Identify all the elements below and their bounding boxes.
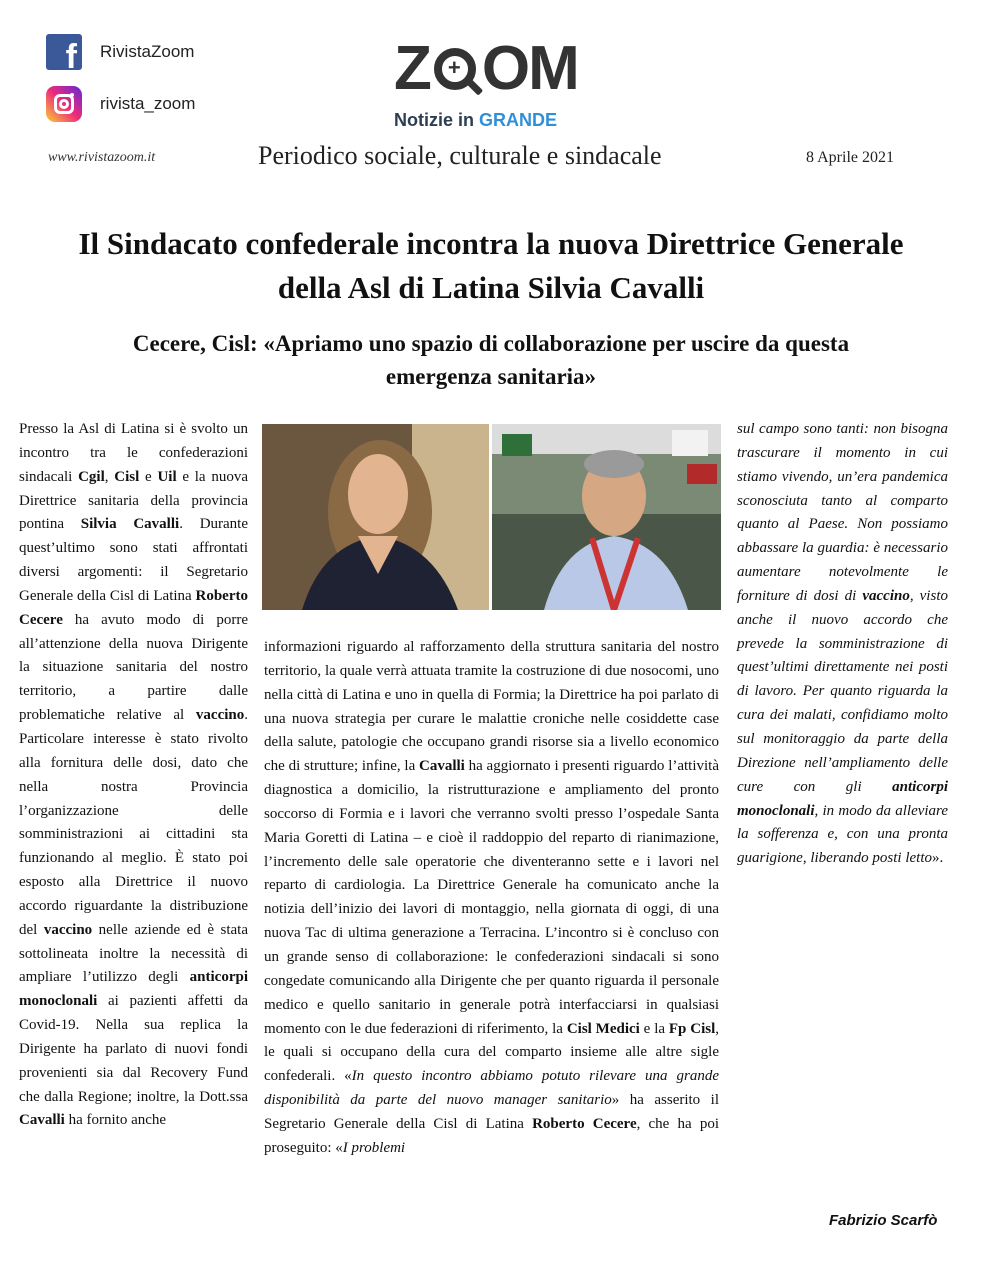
logo-letters-om: OM — [481, 34, 578, 103]
photo-silvia-cavalli — [262, 424, 489, 610]
article-column-left: Presso la Asl di Latina si è svolto un incontro tra le confederazioni sindacali Cgil, Cisl e Uil e la nuova Direttrice sanitaria della provincia pontina Silvia Cavalli. Durante quest’ultimo sono stati affrontati diversi argomenti: il Segretario Generale della Cisl di Latina Roberto Cecere ha avuto modo di porre all’attenzione della nuova Dirigente la situazione sanitaria del nostro territorio, a partire dalle problematiche relative al vaccino. Particolare interesse è stato rivolto alla fornitura delle dosi, dato che nella nostra Provincia l’organizzazione delle somministrazioni ai cittadini sta funzionando al meglio. È stato poi esposto alla Direttrice il nuovo accordo riguardante la distribuzione del vaccino nelle aziende ed è stata sottolineata inoltre la necessità di ampliare l’utilizzo degli anticorpi monoclonali ai pazienti affetti da Covid-19. Nella sua replica la Dirigente ha parlato di nuovi fondi provenienti sia dal Recovery Fund che dalla Regione; inoltre, la Dott.ssa Cavalli ha fornito anche — [19, 421, 248, 1129]
zoom-logo — [394, 36, 604, 132]
facebook-icon: f — [46, 34, 82, 70]
article-column-right: sul campo sono tanti: non bisogna trascurare il momento in cui stiamo vivendo, un’era pandemica sconosciuta tanto al comparto quanto al Paese. Non possiamo abbassare la guardia: è necessario aumentare notevolmente le forniture di dosi di vaccino, visto anche il nuovo accordo che prevede la somministrazione di quest’ultimi direttamente nei posti di lavoro. Per quanto riguarda la cura dei malati, confidiamo molto sul monitoraggio da parte della Direzione nell’ampliamento delle cure con gli anticorpi monoclonali, in modo da alleviare la sofferenza e, con una pronta guarigione, liberando posti letto». — [737, 421, 948, 867]
instagram-label: rivista_zoom — [100, 94, 196, 113]
article-column-middle: informazioni riguardo al rafforzamento della struttura sanitaria del nostro territorio, la quale verrà attuata tramite la costruzione di due nosocomi, uno nella città di Latina e uno in quella di Formia; la Direttrice ha poi parlato di una nuova strategia per curare le malattie croniche nelle cosiddette case della salute, patologie che occupano grandi risorse sia a livello economico che di strutture; infine, la Cavalli ha aggiornato i presenti riguardo l’attività diagnostica a domicilio, la ristrutturazione e ampliamento del pronto soccorso di Formia e i lavori che verranno svolti presso l’ospedale Santa Maria Goretti di Latina – e cioè il raddoppio del reparto di rianimazione, l’incremento delle sale operatorie che diventeranno sette e i lavori nel reparto di cardiologia. La Direttrice Generale ha comunicato anche la notizia dell’inizio dei lavori di montaggio, nella giornata di oggi, di una nuova Tac di ultima generazione a Terracina. L’incontro si è concluso con un grande senso di collaborazione: le confederazioni sindacali si sono congedate comunicando alla Dirigente che per quanto riguarda il personale medico e quello sanitario in generale potrà interfacciarsi in qualsiasi momento con le due federazioni di riferimento, la Cisl Medici e la Fp Cisl, le quali si occupano della cura del comparto insieme alle altre sigle confederali. «In questo incontro abbiamo potuto rilevare una grande disponibilità da parte del nuovo manager sanitario» ha asserito il Segretario Generale della Cisl di Latina Roberto Cecere, che ha poi proseguito: «I problemi — [264, 639, 720, 1156]
photo-roberto-cecere — [492, 424, 721, 610]
periodical-subtitle: Periodico sociale, culturale e sindacale — [258, 141, 662, 170]
author-byline: Fabrizio Scarfò — [829, 1212, 938, 1229]
magnifier-icon: + — [431, 44, 481, 94]
facebook-label: RivistaZoom — [100, 42, 195, 61]
logo-tagline: Notizie in GRANDE — [394, 110, 558, 130]
logo-letter-z: Z — [394, 34, 430, 103]
issue-date: 8 Aprile 2021 — [806, 149, 894, 166]
instagram-link[interactable] — [46, 86, 195, 122]
article-headline: Il Sindacato confederale incontra la nuova Direttrice Generale della Asl di Latina Silvia Cavalli — [78, 226, 904, 305]
site-url[interactable]: www.rivistazoom.it — [48, 150, 156, 165]
facebook-link[interactable] — [46, 34, 194, 70]
article-subheadline: Cecere, Cisl: «Apriamo uno spazio di collaborazione per uscire da questa emergenza sanitaria» — [132, 331, 850, 389]
instagram-icon — [46, 86, 82, 122]
